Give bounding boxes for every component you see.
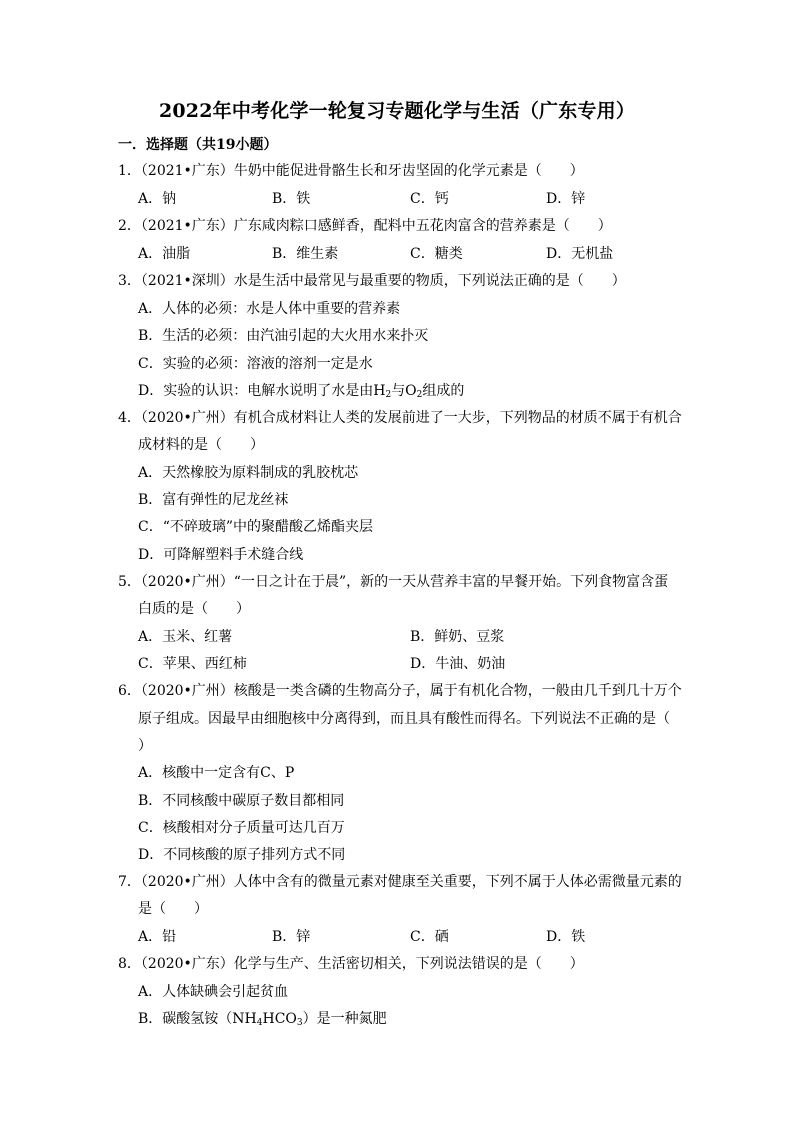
question-number: 6．	[118, 683, 141, 699]
option-c: C．实验的必须：溶液的溶剂一定是水	[138, 356, 373, 372]
option-a: A．人体缺碘会引起贫血	[138, 984, 289, 1000]
question-number: 4．	[118, 410, 141, 426]
option-text: B．碳酸氢铵（NH	[138, 1011, 257, 1027]
question-2-stem	[118, 217, 612, 235]
option-b: B．铁	[272, 191, 311, 207]
option-text: D．实验的认识：电解水说明了水是由	[138, 383, 374, 399]
option-a: A．玉米、红薯	[138, 629, 233, 645]
question-text: （2021•深圳）水是生活中最常见与最重要的物质，下列说法正确的是（ ）	[140, 273, 626, 289]
question-7-stem-cont: 是（ ）	[138, 901, 208, 917]
option-d	[138, 382, 464, 400]
option-a: A．天然橡胶为原料制成的乳胶枕芯	[138, 465, 359, 481]
question-text: （2021•广东）广东咸肉粽口感鲜香，配料中五花肉富含的营养素是（ ）	[140, 218, 612, 234]
option-d: D．无机盐	[546, 246, 614, 262]
formula-text: HCO	[262, 1011, 297, 1027]
question-number: 1．	[118, 163, 141, 179]
option-b: B．锌	[272, 929, 311, 945]
option-d: D．可降解塑料手术缝合线	[138, 547, 304, 563]
subscript: 2	[385, 390, 392, 400]
option-b: B．鲜奶、豆浆	[410, 629, 505, 645]
option-c: C．钙	[410, 191, 449, 207]
option-b: B．不同核酸中碳原子数目都相同	[138, 793, 345, 809]
question-text: （2020•广州）有机合成材料让人类的发展前进了一大步，下列物品的材质不属于有机合	[140, 410, 682, 426]
question-text: （2020•广州）人体中含有的微量元素对健康至关重要，下列不属于人体必需微量元素的	[140, 874, 682, 890]
section-heading: 一．选择题（共19小题）	[118, 137, 278, 153]
option-c: C．“不碎玻璃”中的聚醋酸乙烯酯夹层	[138, 519, 374, 535]
document-title: 2022年中考化学一轮复习专题化学与生活（广东专用）	[158, 100, 636, 122]
subscript: 4	[256, 1018, 263, 1028]
question-6-stem	[118, 682, 682, 700]
question-6-stem-cont: 原子组成。因最早由细胞核中分离得到，而且具有酸性而得名。下列说法不正确的是（	[138, 711, 670, 727]
question-4-stem-cont: 成材料的是（ ）	[138, 437, 264, 453]
option-a: A．核酸中一定含有C、P	[138, 765, 295, 781]
question-text: （2020•广州）核酸是一类含磷的生物高分子，属于有机化合物，一般由几千到几十万个	[140, 683, 682, 699]
subscript: 3	[296, 1018, 303, 1028]
formula-h: H	[373, 383, 386, 399]
question-text: （2021•广东）牛奶中能促进骨骼生长和牙齿坚固的化学元素是（ ）	[140, 163, 584, 179]
option-c: C．核酸相对分子质量可达几百万	[138, 820, 345, 836]
question-6-stem-cont: ）	[138, 738, 152, 754]
formula-o: 与O	[391, 383, 417, 399]
option-c: C．硒	[410, 929, 449, 945]
option-b: B．富有弹性的尼龙丝袜	[138, 492, 289, 508]
option-d: D．锌	[546, 191, 586, 207]
option-a: A．钠	[138, 191, 177, 207]
option-text: 组成的	[422, 383, 465, 399]
question-number: 5．	[118, 574, 141, 590]
option-a: A．铅	[138, 929, 177, 945]
option-d: D．不同核酸的原子排列方式不同	[138, 847, 346, 863]
option-a: A．油脂	[138, 246, 191, 262]
question-5-stem	[118, 573, 668, 591]
option-b: B．生活的必须：由汽油引起的大火用水来扑灭	[138, 328, 429, 344]
option-b	[138, 1010, 387, 1028]
question-number: 2．	[118, 218, 141, 234]
question-8-stem	[118, 955, 584, 973]
option-b: B．维生素	[272, 246, 339, 262]
question-number: 8．	[118, 956, 141, 972]
option-c: C．苹果、西红柿	[138, 656, 247, 672]
option-text: ）是一种氮肥	[302, 1011, 387, 1027]
question-4-stem	[118, 409, 682, 427]
question-1-stem	[118, 162, 584, 180]
subscript: 2	[416, 390, 423, 400]
question-number: 3．	[118, 273, 141, 289]
question-number: 7．	[118, 874, 141, 890]
question-text: （2020•广州）“一日之计在于晨”，新的一天从营养丰富的早餐开始。下列食物富含蛋	[140, 574, 669, 590]
question-text: （2020•广东）化学与生产、生活密切相关，下列说法错误的是（ ）	[140, 956, 584, 972]
question-7-stem	[118, 873, 682, 891]
option-c: C．糖类	[410, 246, 463, 262]
option-d: D．牛油、奶油	[410, 656, 506, 672]
option-a: A．人体的必须：水是人体中重要的营养素	[138, 301, 401, 317]
question-3-stem	[118, 272, 626, 290]
option-d: D．铁	[546, 929, 586, 945]
question-5-stem-cont: 白质的是（ ）	[138, 601, 250, 617]
